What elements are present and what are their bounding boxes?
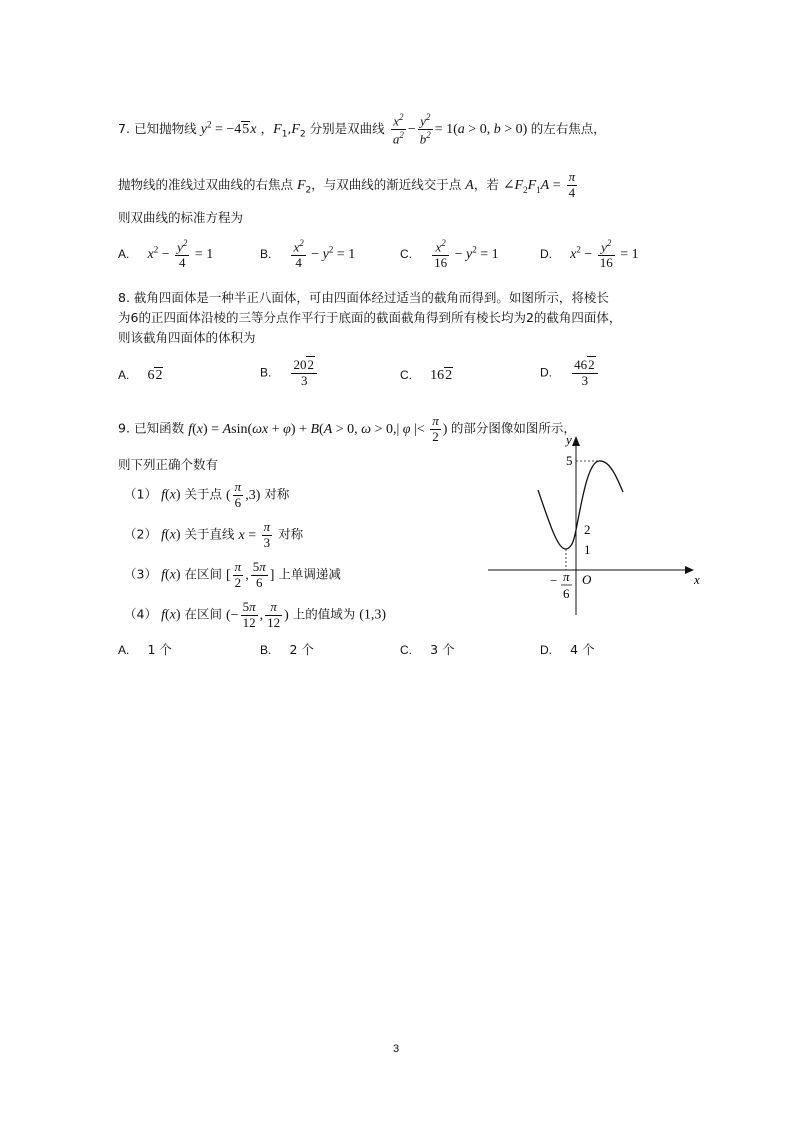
q7-parabola: $y^2 = -45x$ xyxy=(200,119,257,137)
q8-line1: 8. 截角四面体是一种半正八面体，可由四面体经过适当的截角而得到。如图所示，将棱长 xyxy=(118,290,609,305)
q9-option-a: A. 1 个 xyxy=(118,642,172,657)
q9-statement-3: （3） f(x) 在区间 [ $\frac{\pi}{2}$ , $\frac{5\pi}{6}$ ] 上单调递减 xyxy=(124,559,341,590)
q7-line2: 抛物线的准线过双曲线的右焦点 $F_2$，与双曲线的渐近线交于点 A，若 $\angle F_2F_1A$ = $\frac{\pi}{4}$ xyxy=(118,169,576,200)
q8-option-b: B. $\frac{202}{3}$ xyxy=(260,358,319,389)
q7-line3: 则双曲线的标准方程为 xyxy=(118,210,244,225)
q9-option-b: B. 2 个 xyxy=(260,642,314,657)
q7-option-d: D. $x^2$ − $\frac{y^2}{16}$ = 1 xyxy=(540,238,639,271)
sine-curve xyxy=(538,461,623,549)
x-axis-arrow xyxy=(685,566,694,574)
q7-foci-text: ，$F_1,F_2$ 分别是双曲线 xyxy=(260,120,385,140)
svg-text:π: π xyxy=(563,569,570,584)
q7-option-b: B. $\frac{x^2}{4}$ − $y^2 = 1$ xyxy=(260,238,356,271)
q7-prefix: 已知抛物线 xyxy=(134,120,197,136)
q7-lr-text: 的左右焦点， xyxy=(530,120,606,136)
origin-label: O xyxy=(582,572,592,587)
q8-option-d: D. $\frac{462}{3}$ xyxy=(540,358,600,389)
page-number: 3 xyxy=(393,1043,400,1055)
q7-option-c: C. $\frac{x^2}{16}$ − $y^2 = 1$ xyxy=(400,238,499,271)
q9-statement-4: （4） f(x) 在区间 (− $\frac{5\pi}{12}$ , $\frac{\pi}{12}$ ) 上的值域为 (1,3) xyxy=(124,599,387,630)
x-axis-label: x xyxy=(694,572,700,587)
q9-function-graph xyxy=(480,430,710,620)
q9-line2: 则下列正确个数有 xyxy=(118,457,219,472)
y-intercept-label: 2 xyxy=(584,522,591,537)
svg-text:−: − xyxy=(550,573,558,588)
q9-function: f(x) = Asin(ωx + φ) + B(A > 0, ω > 0,| φ |< $\frac{\pi}{2}$ ) xyxy=(188,413,451,444)
q8-option-c: C. 162 xyxy=(400,368,453,383)
q9-option-c: C. 3 个 xyxy=(400,642,455,657)
q7-hyperbola: $\frac{x^2}{a^2}$ − $\frac{y^2}{b^2}$ = 1(a > 0, b > 0) xyxy=(392,112,531,147)
q9-statement-2: （2） f(x) 关于直线 x = $\frac{\pi}{3}$ 对称 xyxy=(124,519,304,550)
q7-option-a: A. $x^2$ − $\frac{y^2}{4}$ = 1 xyxy=(118,238,214,271)
y-max-label: 5 xyxy=(566,453,573,468)
q8-line2: 为6的正四面体沿棱的三等分点作平行于底面的截面截角得到所有棱长均为2的截角四面体， xyxy=(118,310,622,325)
x-min-label xyxy=(550,569,572,601)
y-min-label: 1 xyxy=(584,542,591,557)
y-axis-arrow xyxy=(572,436,580,446)
q7-line1 xyxy=(118,112,606,148)
svg-text:6: 6 xyxy=(563,586,570,601)
q9-option-d: D. 4 个 xyxy=(540,642,595,657)
q7-number: 7. xyxy=(118,120,130,136)
q9-statement-1: （1） f(x) 关于点 ( $\frac{\pi}{6}$ ,3) 对称 xyxy=(124,479,290,510)
q8-option-a: A. 62 xyxy=(118,368,163,383)
q8-line3: 则该截角四面体的体积为 xyxy=(118,330,256,345)
y-axis-label: y xyxy=(566,432,572,447)
q9-line1: 9. 已知函数 f(x) = Asin(ωx + φ) + B(A > 0, ω > 0,| φ |< $\frac{\pi}{2}$ ) 的部分图像如图所示， xyxy=(118,413,576,444)
